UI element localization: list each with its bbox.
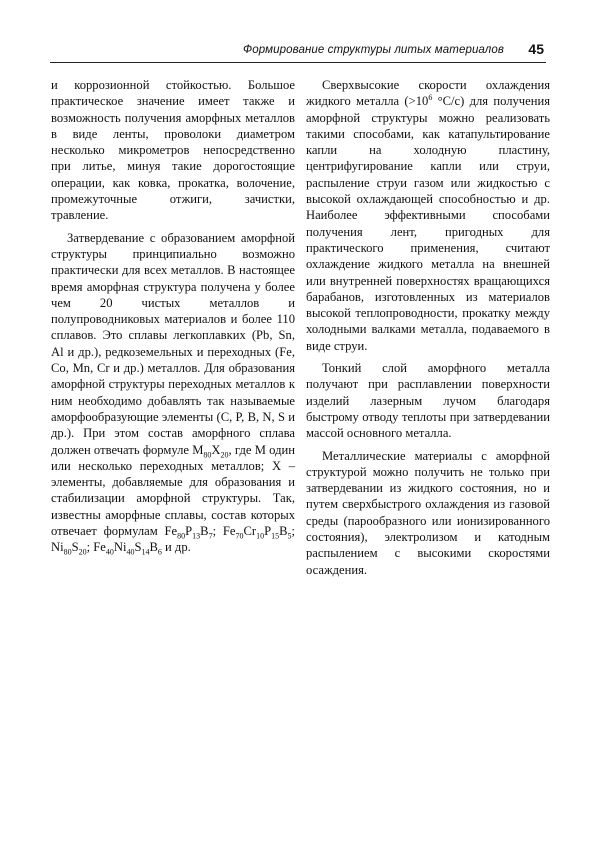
paragraph-metallic-materials: Металлические материалы с аморфной структурой можно получить не только при затвердевании из жидкого состояния, но и путем сверхбыстрого охлаждения из газовой среды (парообразного или ионизированного состояния), электролизом и катодным распылением с высокими скоростями осаждения. — [306, 448, 550, 577]
paragraph-text: Затвердевание с образованием аморфной структуры принципиально возможно практически для всех металлов. В настоящее время аморфная структура получена у более чем 20 чистых металлов и полупроводниковых материалов и более 110 сплавов. Это сплавы легкоплавких (Pb, Sn, Al и др.), редкоземельных и переходных (Fe, Co, Mn, Cr и др.) металлов. Для образования аморфной структуры переходных металлов к ним необходимо добавлять так называемые аморфообразующие элементы (C, P, B, N, S и др.). При этом состав аморфного сплава должен отвечать формуле — [51, 230, 295, 457]
left-column — [51, 77, 295, 562]
page-number: 45 — [528, 41, 544, 57]
paragraph-continuation: и коррозионной стойкостью. Большое практическое значение имеет также и возможность получения аморфных металлов в виде ленты, проволоки диаметром несколько микрометров непосредственно при литье, минуя такие дорогостоящие операции, как ковка, прокатка, волочение, промежуточные отжиги, зачистки, травление. — [51, 78, 295, 223]
paragraph-text: и др. — [165, 540, 191, 555]
formula-general: $M_{80}X_{20}$ — [192, 442, 229, 460]
formula-ni-s: $Ni_{80}S_{20}$ — [51, 540, 87, 557]
paragraph-cooling-rates: Сверхвысокие скорости охлаждения жидкого металла ($>10^6$ °C/c) для получения аморфной структуры можно реализовать такими способами, как катапультирование капли на холодную пластину, центрифугирование капли или струи, распыление струи газом или жидкостью с высокой охлаждающей способностью и др. Наиболее эффективными способами получения лент, пригодных для практического применения, считают охлаждение жидкого металла на внешней или внутренней поверхностях вращающихся барабанов, изготовленных из материалов высокой теплопроводности, прокатку между холодными валками металла, подаваемого в виде струи. — [306, 78, 551, 353]
page-header — [50, 38, 546, 64]
paragraph-amorphous-solidification: Затвердевание с образованием аморфной структуры принципиально возможно практически для всех металлов. В настоящее время аморфная структура получена у более чем 20 чистых металлов и полупроводниковых материалов и более 110 сплавов. Это сплавы легкоплавких (Pb, Sn, Al и др.), редкоземельных и переходных (Fe, Co, Mn, Cr и др.) металлов. Для образования аморфной структуры переходных металлов к ним необходимо добавлять так называемые аморфообразующие элементы (C, P, B, N, S и др.). При этом состав аморфного сплава должен отвечать формуле $M_{80}X_{20}$, где M один или несколько переходных металлов; X – элементы, добавляемые для образования и стабилизации аморфной структуры. Так, известны аморфные сплавы, состав которых отвечает формулам $Fe_{80}P_{13}B_7$; $Fe_{70}Cr_{10}P_{15}B_5$; $Ni_{80}S_{20}$; $Fe_{40}Ni_{40}S_{14}B_6$ и др. — [51, 230, 295, 557]
paragraph-text: , где M один или несколько переходных металлов; X – элементы, добавляемые для образования и стабилизации аморфной структуры. Так, известны аморфные сплавы, состав которых отвечает формулам — [51, 442, 295, 539]
right-column — [306, 77, 550, 584]
paragraph-laser-layer: Тонкий слой аморфного металла получают при расплавлении поверхности изделий лазерным лучом благодаря быстрому отводу теплоты при затвердевании массой основного металла. — [306, 361, 550, 441]
formula-fe-cr-p-b: $Fe_{70}Cr_{10}P_{15}B_5$ — [222, 524, 292, 541]
header-rule — [50, 62, 546, 63]
running-title: Формирование структуры литых материалов — [243, 44, 504, 56]
formula-fe-ni-s-b: $Fe_{40}Ni_{40}S_{14}B_6$ — [93, 540, 162, 557]
formula-fe-p-b: $Fe_{80}P_{13}B_7$ — [164, 524, 213, 541]
